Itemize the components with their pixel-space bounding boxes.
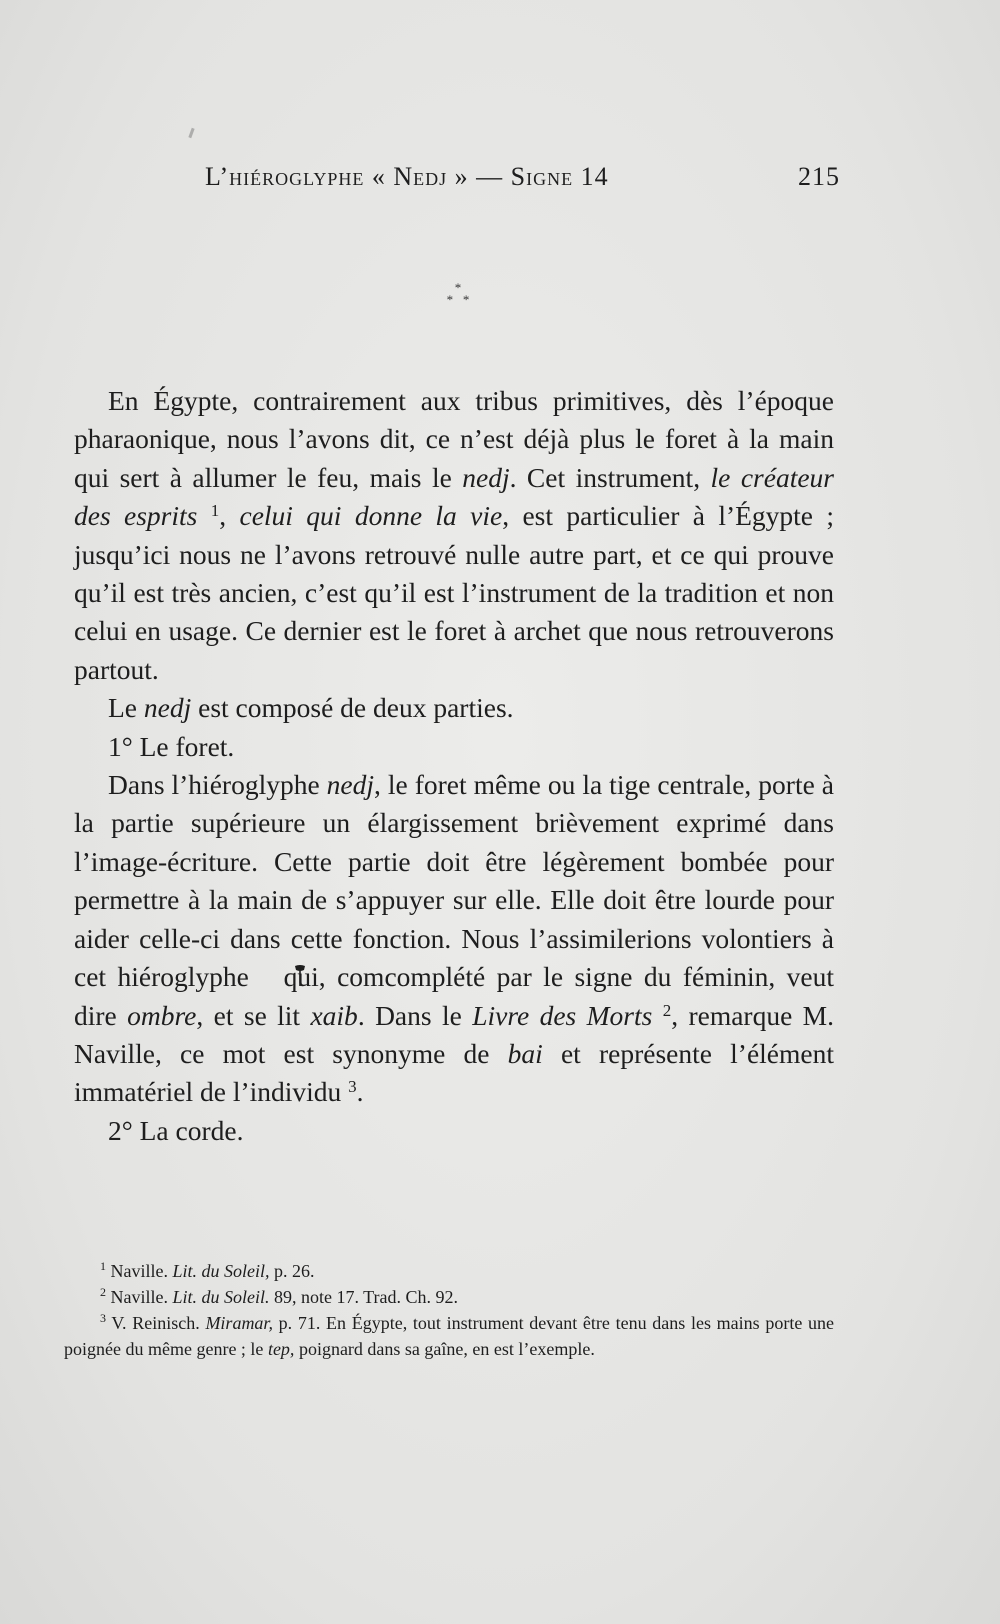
- main-text: [74, 382, 834, 1150]
- footnote-ref[interactable]: 2: [662, 1000, 672, 1020]
- section-separator: * * *: [446, 280, 470, 307]
- footnotes: [64, 1258, 834, 1362]
- running-title: L’hiéroglyphe « Nedj » — Signe 14: [205, 162, 609, 191]
- ink-smudge: [188, 128, 194, 138]
- paragraph: En Égypte, contrairement aux tribus primitives, dès l’époque pharaonique, nous l’avons dit, ce n’est déjà plus le foret à la main qui sert à allumer le feu, mais le nedj. Cet instrument, le créateur des esprits $^1$, celui qui donne la vie, est particulier à l’Égypte ; jusqu’ici nous ne l’avons retrouvé nulle autre part, et ce qui prouve qu’il est très ancien, c’est qu’il est l’instrument de la tradition et non celui en usage. Ce dernier est le foret à archet que nous retrouverons partout.: [74, 385, 835, 685]
- footnote-ref[interactable]: 3: [348, 1077, 357, 1097]
- running-header: [205, 162, 840, 202]
- footnote: $^2$ Naville. Lit. du Soleil. 89, note 17. Trad. Ch. 92.: [100, 1285, 459, 1307]
- footnote-ref[interactable]: 1: [210, 501, 220, 521]
- page-number: 215: [798, 162, 840, 191]
- paragraph: 1° Le foret.: [108, 730, 235, 762]
- fan-hieroglyph-icon: [260, 960, 272, 984]
- paragraph: Le nedj est composé de deux parties.: [108, 692, 514, 724]
- footnote: $^1$ Naville. Lit. du Soleil, p. 26.: [100, 1259, 315, 1281]
- paragraph: 2° La corde.: [108, 1114, 244, 1146]
- footnote: $^3$ V. Reinisch. Miramar, p. 71. En Égypte, tout instrument devant être tenu dans les mains porte une poignée du même genre ; le tep, poignard dans sa gaîne, en est l’exemple.: [64, 1311, 834, 1359]
- paragraph: Dans l’hiéroglyphe nedj, le foret même ou la tige centrale, porte à la partie supérieure un élargissement brièvement exprimé dans l’image-écriture. Cette partie doit être légèrement bombée pour permettre à la main de s’appuyer sur elle. Elle doit être lourde pour aider celle-ci dans cette fonction. Nous l’assimilerions volontiers à cet hiéroglyphe qui, comcomplété par le signe du féminin, veut dire ombre, et se lit xaib. Dans le Livre des Morts $^2$, remarque M. Naville, ce mot est synonyme de bai et représente l’élément immatériel de l’individu $^3$.: [74, 769, 835, 1108]
